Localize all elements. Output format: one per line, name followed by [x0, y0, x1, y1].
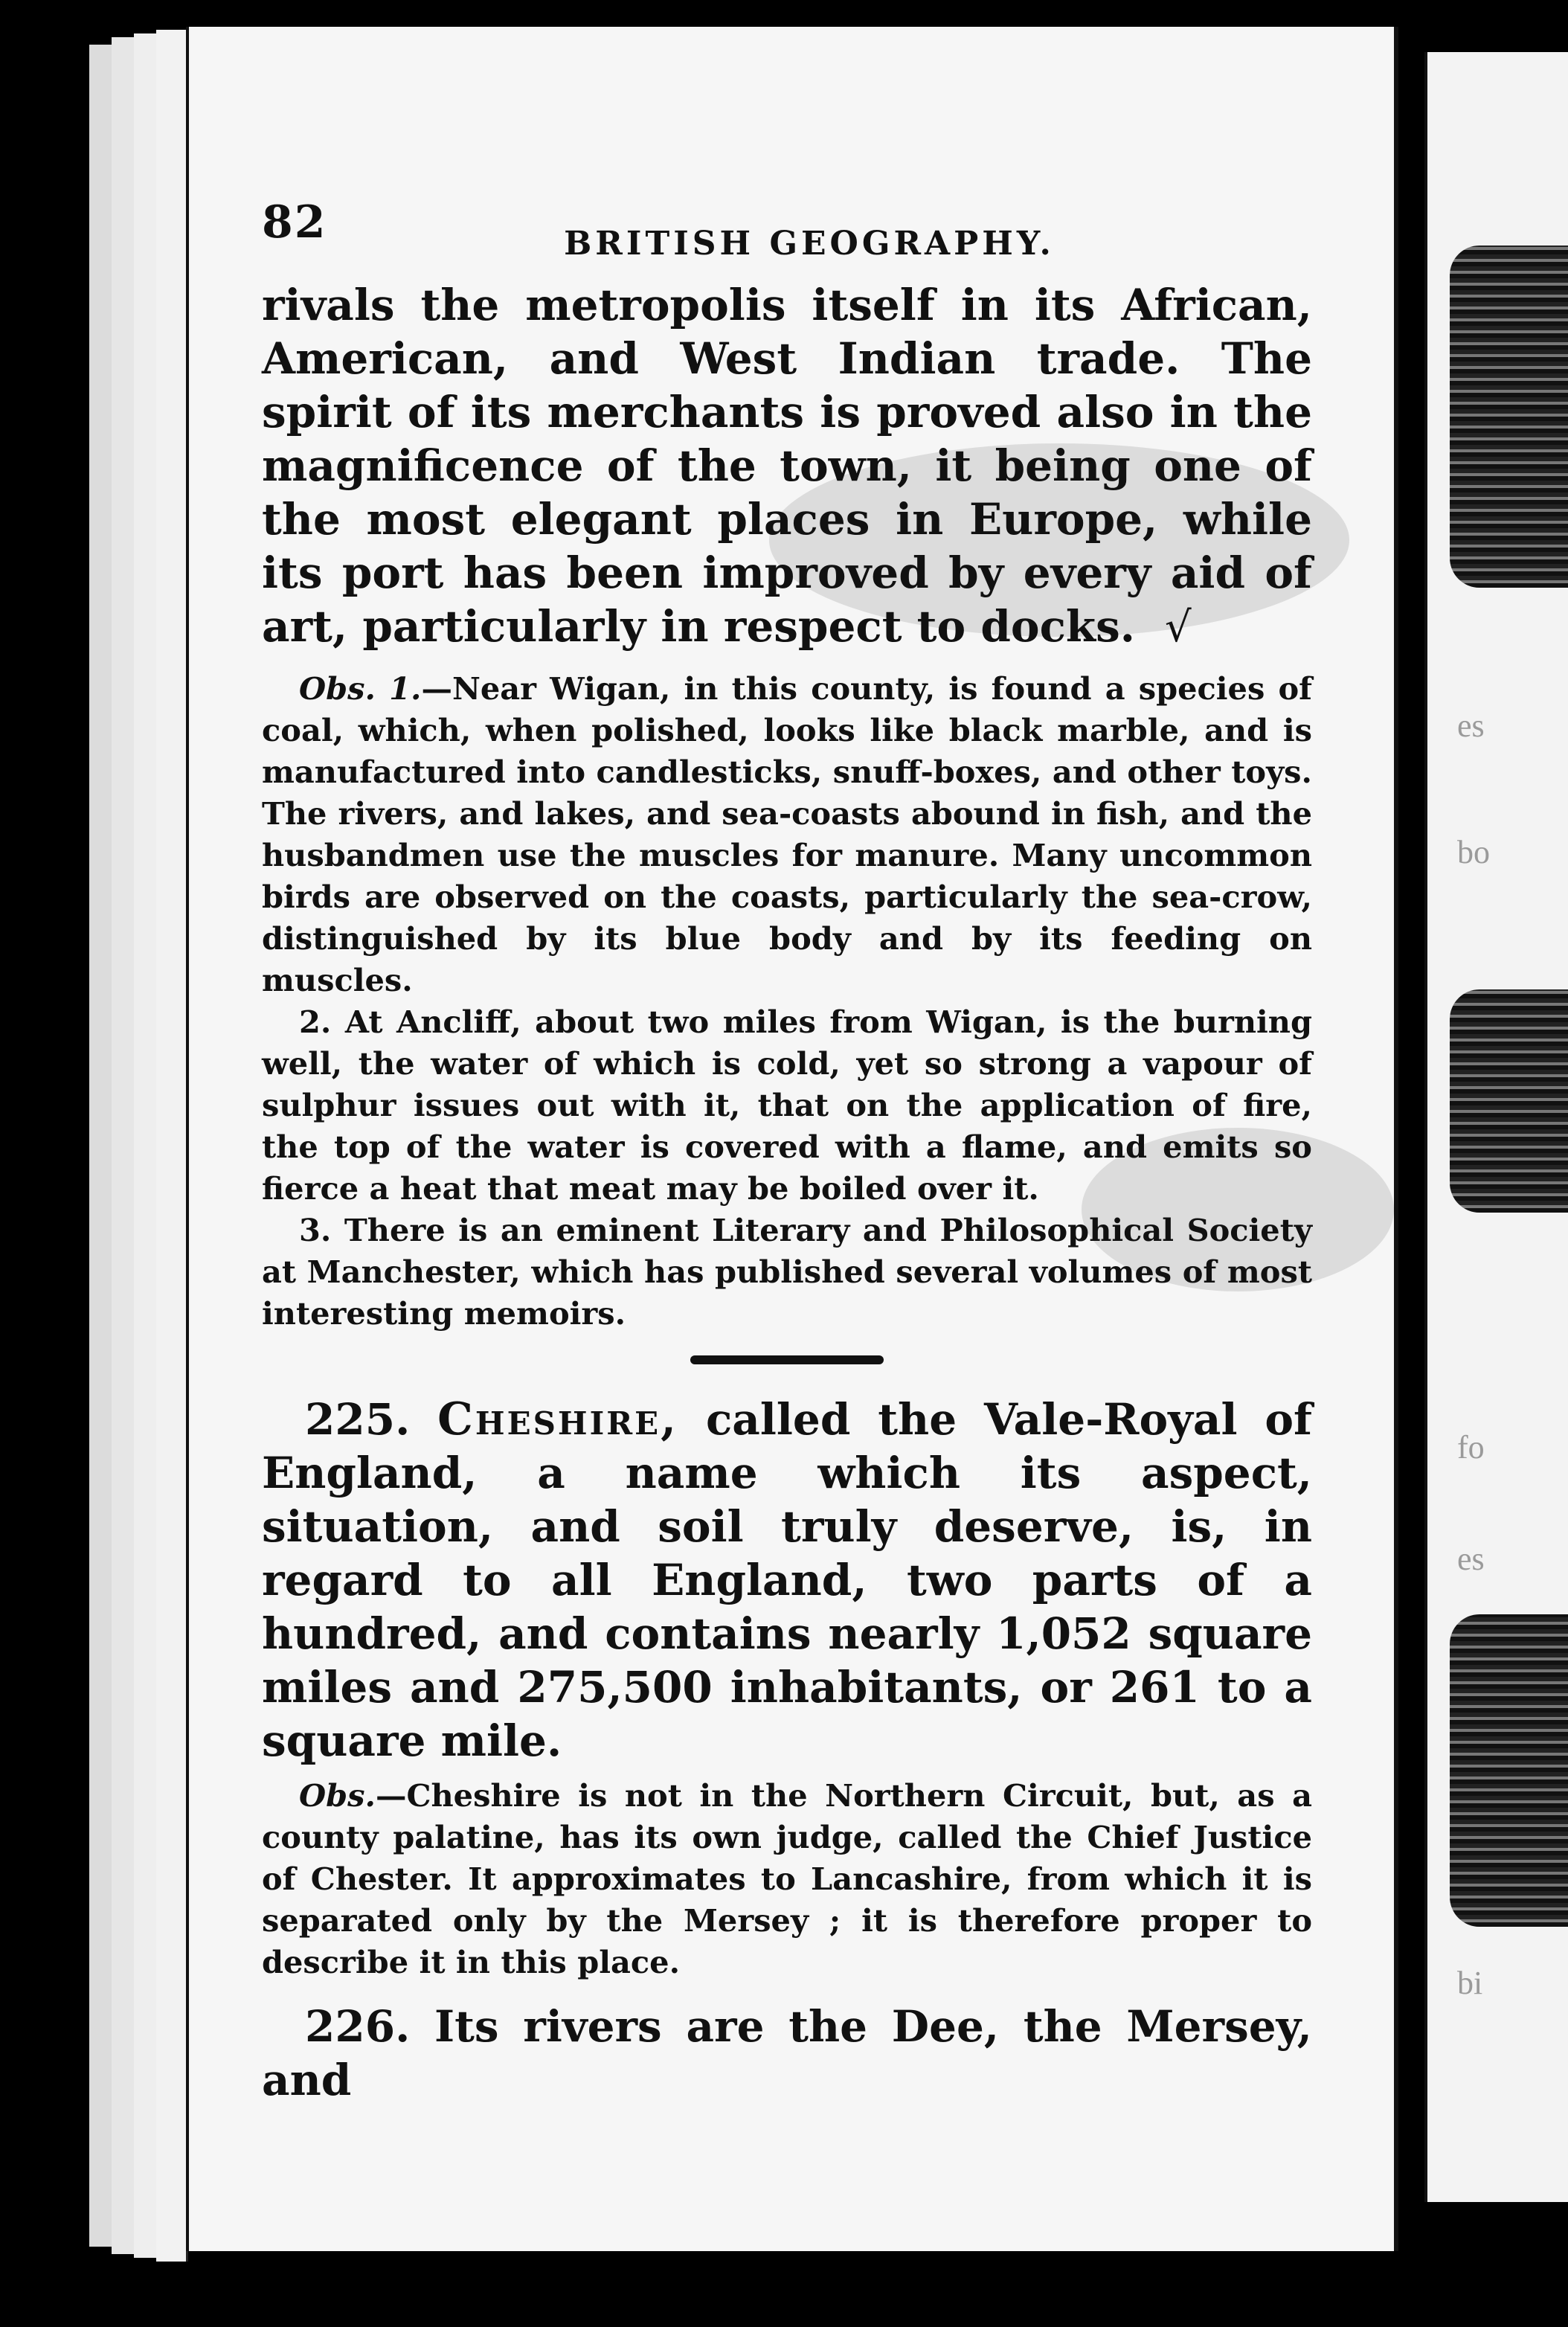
observation-label: 2. [299, 1004, 332, 1040]
observation-2 [262, 1001, 1312, 1210]
observation-text: —Cheshire is not in the Northern Circuit, but, as a county palatine, has its own judge, called the Chief Justice of Chester. It approximates to Lancashire, from which it is separated only by the Mersey ; it is therefore proper to describe it in this place. [262, 1777, 1312, 1980]
facing-text-fragment: bo [1457, 834, 1490, 870]
facing-text-fragment: fo [1457, 1429, 1485, 1466]
section-text: called the Vale-Royal of England, a name which its aspect, situation, and soil truly deserve, is, in regard to all England, two parts of a hundred, and contains nearly 1,052 square miles and 275,500 inhabitants, or 261 to a square mile. [262, 1394, 1312, 1766]
paragraph-continued [262, 278, 1312, 655]
section-text: Its rivers are the Dee, the Mersey, and [262, 2001, 1312, 2105]
facing-engraving [1450, 1614, 1568, 1927]
facing-page [1424, 52, 1568, 2202]
running-head [262, 196, 1312, 278]
section-225 [262, 1393, 1312, 1768]
facing-text-fragment: es [1457, 707, 1485, 744]
page-edge [156, 30, 188, 2262]
check-mark-annotation: √ [1164, 603, 1192, 652]
facing-engraving [1450, 245, 1568, 588]
observation-cheshire [262, 1775, 1312, 1983]
observation-3 [262, 1210, 1312, 1335]
observation-1 [262, 668, 1312, 1001]
observation-label: 3. [299, 1212, 332, 1248]
page-number: 82 [262, 196, 327, 248]
running-title: BRITISH GEOGRAPHY. [564, 225, 1055, 263]
county-name: Cheshire, [437, 1393, 679, 1445]
section-divider [690, 1355, 884, 1364]
paragraph-text: rivals the metropolis itself in its African, American, and West Indian trade. The spirit of its merchants is proved also in the magnificence of the town, it being one of the most elegant places in Europe, while its port has been improved by every aid of art, particularly in respect to docks. [262, 280, 1312, 652]
section-226 [262, 2000, 1312, 2107]
section-number: 225. [305, 1394, 411, 1445]
observation-text: —Near Wigan, in this county, is found a species of coal, which, when polished, looks like black marble, and is manufactured into candlesticks, snuff-boxes, and other toys. The rivers, and lakes, and sea-coasts abound in fish, and the husbandmen use the muscles for manure. Many uncommon birds are observed on the coasts, particularly the sea-crow, distinguished by its blue body and by its feeding on muscles. [262, 670, 1312, 998]
observation-text: There is an eminent Literary and Philosophical Society at Manchester, which has published several volumes of most interesting memoirs. [262, 1212, 1312, 1332]
book-page [186, 27, 1398, 2251]
page-content [262, 196, 1312, 2107]
observation-label: Obs. [299, 1777, 376, 1814]
facing-text-fragment: bi [1457, 1965, 1483, 2001]
facing-engraving [1450, 989, 1568, 1213]
observation-label: Obs. 1. [299, 670, 422, 707]
observation-text: At Ancliff, about two miles from Wigan, is the burning well, the water of which is cold, yet so strong a vapour of sulphur issues out with it, that on the application of fire, the top of the water is covered with a flame, and emits so fierce a heat that meat may be boiled over it. [262, 1004, 1312, 1207]
section-number: 226. [305, 2001, 411, 2052]
facing-text-fragment: es [1457, 1541, 1485, 1577]
